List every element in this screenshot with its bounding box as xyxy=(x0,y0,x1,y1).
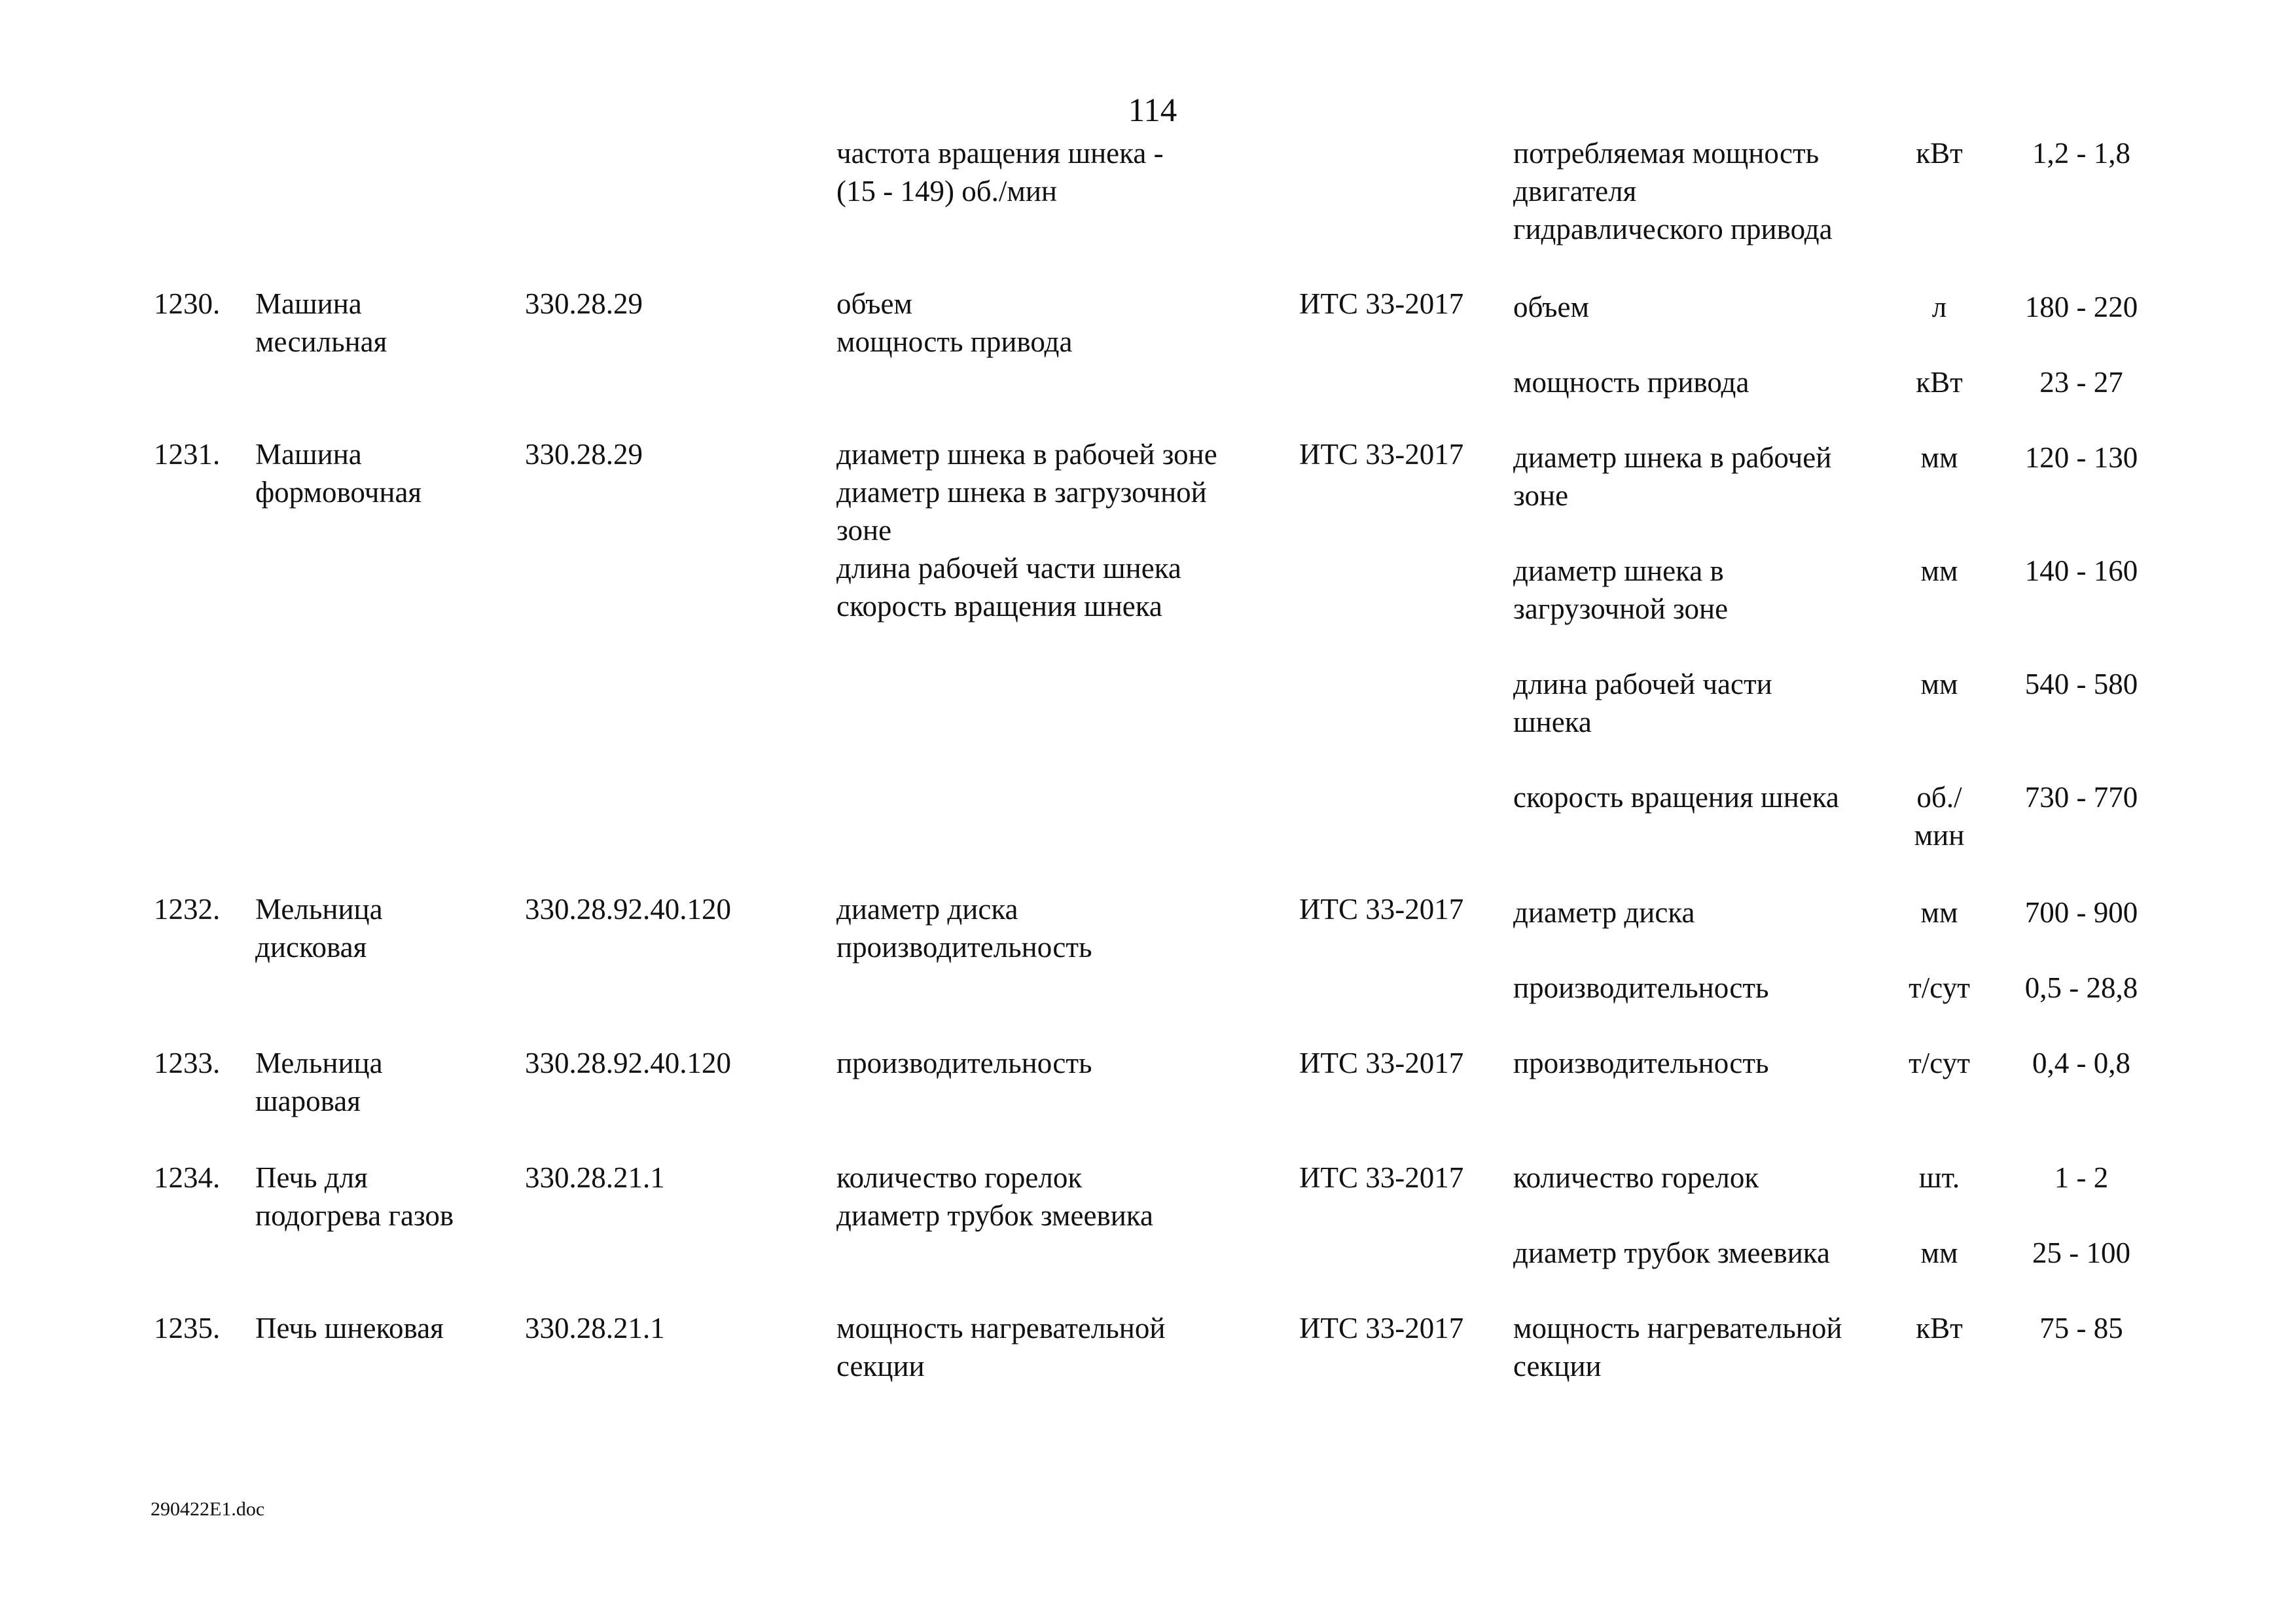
spec-parameter-name-line: производительность xyxy=(1513,971,1769,1004)
equipment-name-line: формовочная xyxy=(255,476,422,509)
continued-parameter-list xyxy=(836,134,1295,210)
okpd-code xyxy=(525,435,833,473)
spec-unit-line: л xyxy=(1931,291,1947,323)
equipment-name-line: дисковая xyxy=(255,931,367,964)
standard-reference-line: ИТС 33-2017 xyxy=(1299,287,1464,320)
equipment-name xyxy=(255,1044,517,1120)
row-number xyxy=(154,1159,220,1197)
parameter-list-line: производительность xyxy=(836,931,1092,964)
spec-parameter-name-line: диаметр шнека в xyxy=(1513,554,1724,587)
equipment-name-line: месильная xyxy=(255,325,387,358)
row-number xyxy=(154,890,220,928)
spec-parameter-name xyxy=(1513,969,1897,1007)
okpd-code xyxy=(525,285,833,323)
equipment-name xyxy=(255,1159,517,1235)
parameter-list-line: длина рабочей части шнека xyxy=(836,552,1181,585)
parameter-list xyxy=(836,285,1295,361)
standard-reference-line: ИТС 33-2017 xyxy=(1299,1312,1464,1344)
spec-value-line: 23 - 27 xyxy=(2039,366,2123,399)
spec-unit-line: т/сут xyxy=(1909,971,1970,1004)
row-number xyxy=(154,1309,220,1347)
spec-unit xyxy=(1895,1159,1984,1197)
spec-parameter-name-line: диаметр трубок змеевика xyxy=(1513,1236,1830,1269)
okpd-code-line: 330.28.29 xyxy=(525,438,643,471)
spec-parameter-name-line: количество горелок xyxy=(1513,1161,1759,1194)
row-number-line: 1231. xyxy=(154,438,221,471)
spec-value xyxy=(1990,1159,2173,1197)
spec-value xyxy=(1990,778,2173,816)
spec-value-line: 25 - 100 xyxy=(2032,1236,2130,1269)
equipment-name-line: Мельница xyxy=(255,1047,383,1079)
spec-unit-line: кВт xyxy=(1916,137,1963,170)
spec-parameter-name xyxy=(1513,363,1897,401)
okpd-code-line: 330.28.21.1 xyxy=(525,1161,665,1194)
parameter-list-line: мощность нагревательной xyxy=(836,1312,1166,1344)
spec-unit xyxy=(1895,1234,1984,1272)
spec-parameter-name-line: секции xyxy=(1513,1350,1602,1382)
standard-reference xyxy=(1299,1159,1515,1197)
standard-reference xyxy=(1299,285,1515,323)
spec-value-line: 0,5 - 28,8 xyxy=(2024,971,2138,1004)
parameter-list-line: мощность привода xyxy=(836,325,1073,358)
spec-unit xyxy=(1895,969,1984,1007)
parameter-list-line: зоне xyxy=(836,514,892,547)
parameter-list xyxy=(836,1159,1295,1235)
equipment-name xyxy=(255,435,517,511)
row-number-line: 1232. xyxy=(154,893,221,926)
spec-value xyxy=(1990,893,2173,931)
equipment-name-line: Машина xyxy=(255,287,362,320)
spec-value-line: 1,2 - 1,8 xyxy=(2032,137,2130,170)
spec-unit-line: шт. xyxy=(1918,1161,1960,1194)
spec-unit-line: мм xyxy=(1920,1236,1958,1269)
okpd-code xyxy=(525,1159,833,1197)
spec-value-line: 730 - 770 xyxy=(2024,781,2138,814)
spec-parameter-name xyxy=(1513,439,1897,514)
spec-value-line: 0,4 - 0,8 xyxy=(2032,1047,2130,1079)
spec-parameter-name xyxy=(1513,1044,1897,1082)
spec-parameter-name xyxy=(1513,1309,1897,1385)
spec-parameter-name-line: диаметр диска xyxy=(1513,896,1695,929)
spec-value-line: 140 - 160 xyxy=(2024,554,2138,587)
spec-parameter-name-line: мощность привода xyxy=(1513,366,1749,399)
spec-unit-line: кВт xyxy=(1916,366,1963,399)
spec-value xyxy=(1990,134,2173,172)
spec-value-line: 180 - 220 xyxy=(2024,291,2138,323)
spec-value xyxy=(1990,665,2173,703)
okpd-code-line: 330.28.92.40.120 xyxy=(525,1047,731,1079)
spec-parameter-name-line: шнека xyxy=(1513,706,1592,738)
spec-parameter-name xyxy=(1513,778,1897,816)
parameter-list-line: диаметр диска xyxy=(836,893,1018,926)
spec-parameter-name xyxy=(1513,552,1897,628)
spec-value-line: 1 - 2 xyxy=(2054,1161,2109,1194)
footer-filename: 290422E1.doc xyxy=(151,1498,265,1520)
spec-parameter-name xyxy=(1513,1234,1897,1272)
spec-parameter-name-line: двигателя xyxy=(1513,175,1637,208)
parameter-list-line: диаметр трубок змеевика xyxy=(836,1199,1153,1232)
spec-value xyxy=(1990,1234,2173,1272)
equipment-name-line: подогрева газов xyxy=(255,1199,454,1232)
spec-parameter-name xyxy=(1513,1159,1897,1197)
parameter-list-line: производительность xyxy=(836,1047,1092,1079)
spec-parameter-name-line: загрузочной зоне xyxy=(1513,592,1729,625)
parameter-list-line: объем xyxy=(836,287,912,320)
standard-reference xyxy=(1299,1044,1515,1082)
spec-unit-line: об./ xyxy=(1916,781,1962,814)
okpd-code-line: 330.28.21.1 xyxy=(525,1312,665,1344)
row-number xyxy=(154,285,220,323)
spec-value-line: 700 - 900 xyxy=(2024,896,2138,929)
row-number-line: 1230. xyxy=(154,287,221,320)
spec-value-line: 120 - 130 xyxy=(2024,441,2138,474)
spec-value xyxy=(1990,288,2173,326)
spec-unit-line: мм xyxy=(1920,668,1958,700)
spec-value xyxy=(1990,1044,2173,1082)
equipment-name-line: Печь шнековая xyxy=(255,1312,444,1344)
row-number-line: 1235. xyxy=(154,1312,221,1344)
parameter-list xyxy=(836,1309,1295,1385)
spec-parameter-name xyxy=(1513,134,1897,248)
row-number-line: 1234. xyxy=(154,1161,221,1194)
spec-unit-line: мм xyxy=(1920,554,1958,587)
spec-parameter-name-line: гидравлического привода xyxy=(1513,213,1833,245)
row-number-line: 1233. xyxy=(154,1047,221,1079)
parameter-list xyxy=(836,890,1295,966)
spec-parameter-name-line: потребляемая мощность xyxy=(1513,137,1820,170)
spec-parameter-name-line: производительность xyxy=(1513,1047,1769,1079)
spec-unit-line: кВт xyxy=(1916,1312,1963,1344)
spec-value-line: 540 - 580 xyxy=(2024,668,2138,700)
parameter-list-line: количество горелок xyxy=(836,1161,1083,1194)
standard-reference xyxy=(1299,890,1515,928)
spec-parameter-name xyxy=(1513,288,1897,326)
okpd-code xyxy=(525,1044,833,1082)
standard-reference-line: ИТС 33-2017 xyxy=(1299,1161,1464,1194)
spec-value xyxy=(1990,552,2173,590)
spec-unit-line: мин xyxy=(1914,819,1965,852)
parameter-list-line: диаметр шнека в загрузочной xyxy=(836,476,1207,509)
okpd-code xyxy=(525,1309,833,1347)
spec-unit xyxy=(1895,552,1984,590)
continued-parameter-list-line: частота вращения шнека - xyxy=(836,137,1164,170)
spec-value xyxy=(1990,363,2173,401)
spec-unit xyxy=(1895,363,1984,401)
spec-parameter-name-line: скорость вращения шнека xyxy=(1513,781,1839,814)
parameter-list xyxy=(836,1044,1295,1082)
spec-unit-line: мм xyxy=(1920,896,1958,929)
spec-unit xyxy=(1895,778,1984,854)
continued-parameter-list-line: (15 - 149) об./мин xyxy=(836,175,1057,208)
spec-parameter-name-line: мощность нагревательной xyxy=(1513,1312,1842,1344)
parameter-list-line: секции xyxy=(836,1350,925,1382)
spec-parameter-name-line: объем xyxy=(1513,291,1589,323)
spec-unit xyxy=(1895,288,1984,326)
spec-unit-line: т/сут xyxy=(1909,1047,1970,1079)
parameter-list xyxy=(836,435,1295,625)
spec-parameter-name xyxy=(1513,893,1897,931)
standard-reference-line: ИТС 33-2017 xyxy=(1299,438,1464,471)
equipment-name xyxy=(255,890,517,966)
equipment-name-line: шаровая xyxy=(255,1085,361,1117)
spec-unit xyxy=(1895,665,1984,703)
spec-parameter-name-line: длина рабочей части xyxy=(1513,668,1772,700)
spec-unit-line: мм xyxy=(1920,441,1958,474)
parameter-list-line: диаметр шнека в рабочей зоне xyxy=(836,438,1217,471)
spec-unit xyxy=(1895,439,1984,477)
spec-unit xyxy=(1895,1044,1984,1082)
row-number xyxy=(154,1044,220,1082)
spec-parameter-name xyxy=(1513,665,1897,741)
equipment-name-line: Печь для xyxy=(255,1161,368,1194)
spec-parameter-name-line: диаметр шнека в рабочей xyxy=(1513,441,1832,474)
page-number: 114 xyxy=(1128,92,1177,129)
okpd-code-line: 330.28.92.40.120 xyxy=(525,893,731,926)
standard-reference-line: ИТС 33-2017 xyxy=(1299,1047,1464,1079)
equipment-name-line: Машина xyxy=(255,438,362,471)
equipment-name xyxy=(255,1309,517,1347)
row-number xyxy=(154,435,220,473)
equipment-name xyxy=(255,285,517,361)
spec-value xyxy=(1990,969,2173,1007)
spec-value xyxy=(1990,439,2173,477)
standard-reference-line: ИТС 33-2017 xyxy=(1299,893,1464,926)
okpd-code-line: 330.28.29 xyxy=(525,287,643,320)
spec-unit xyxy=(1895,1309,1984,1347)
equipment-name-line: Мельница xyxy=(255,893,383,926)
spec-value-line: 75 - 85 xyxy=(2039,1312,2123,1344)
standard-reference xyxy=(1299,435,1515,473)
spec-unit xyxy=(1895,893,1984,931)
spec-value xyxy=(1990,1309,2173,1347)
spec-unit xyxy=(1895,134,1984,172)
standard-reference xyxy=(1299,1309,1515,1347)
spec-parameter-name-line: зоне xyxy=(1513,479,1569,512)
parameter-list-line: скорость вращения шнека xyxy=(836,590,1162,623)
okpd-code xyxy=(525,890,833,928)
